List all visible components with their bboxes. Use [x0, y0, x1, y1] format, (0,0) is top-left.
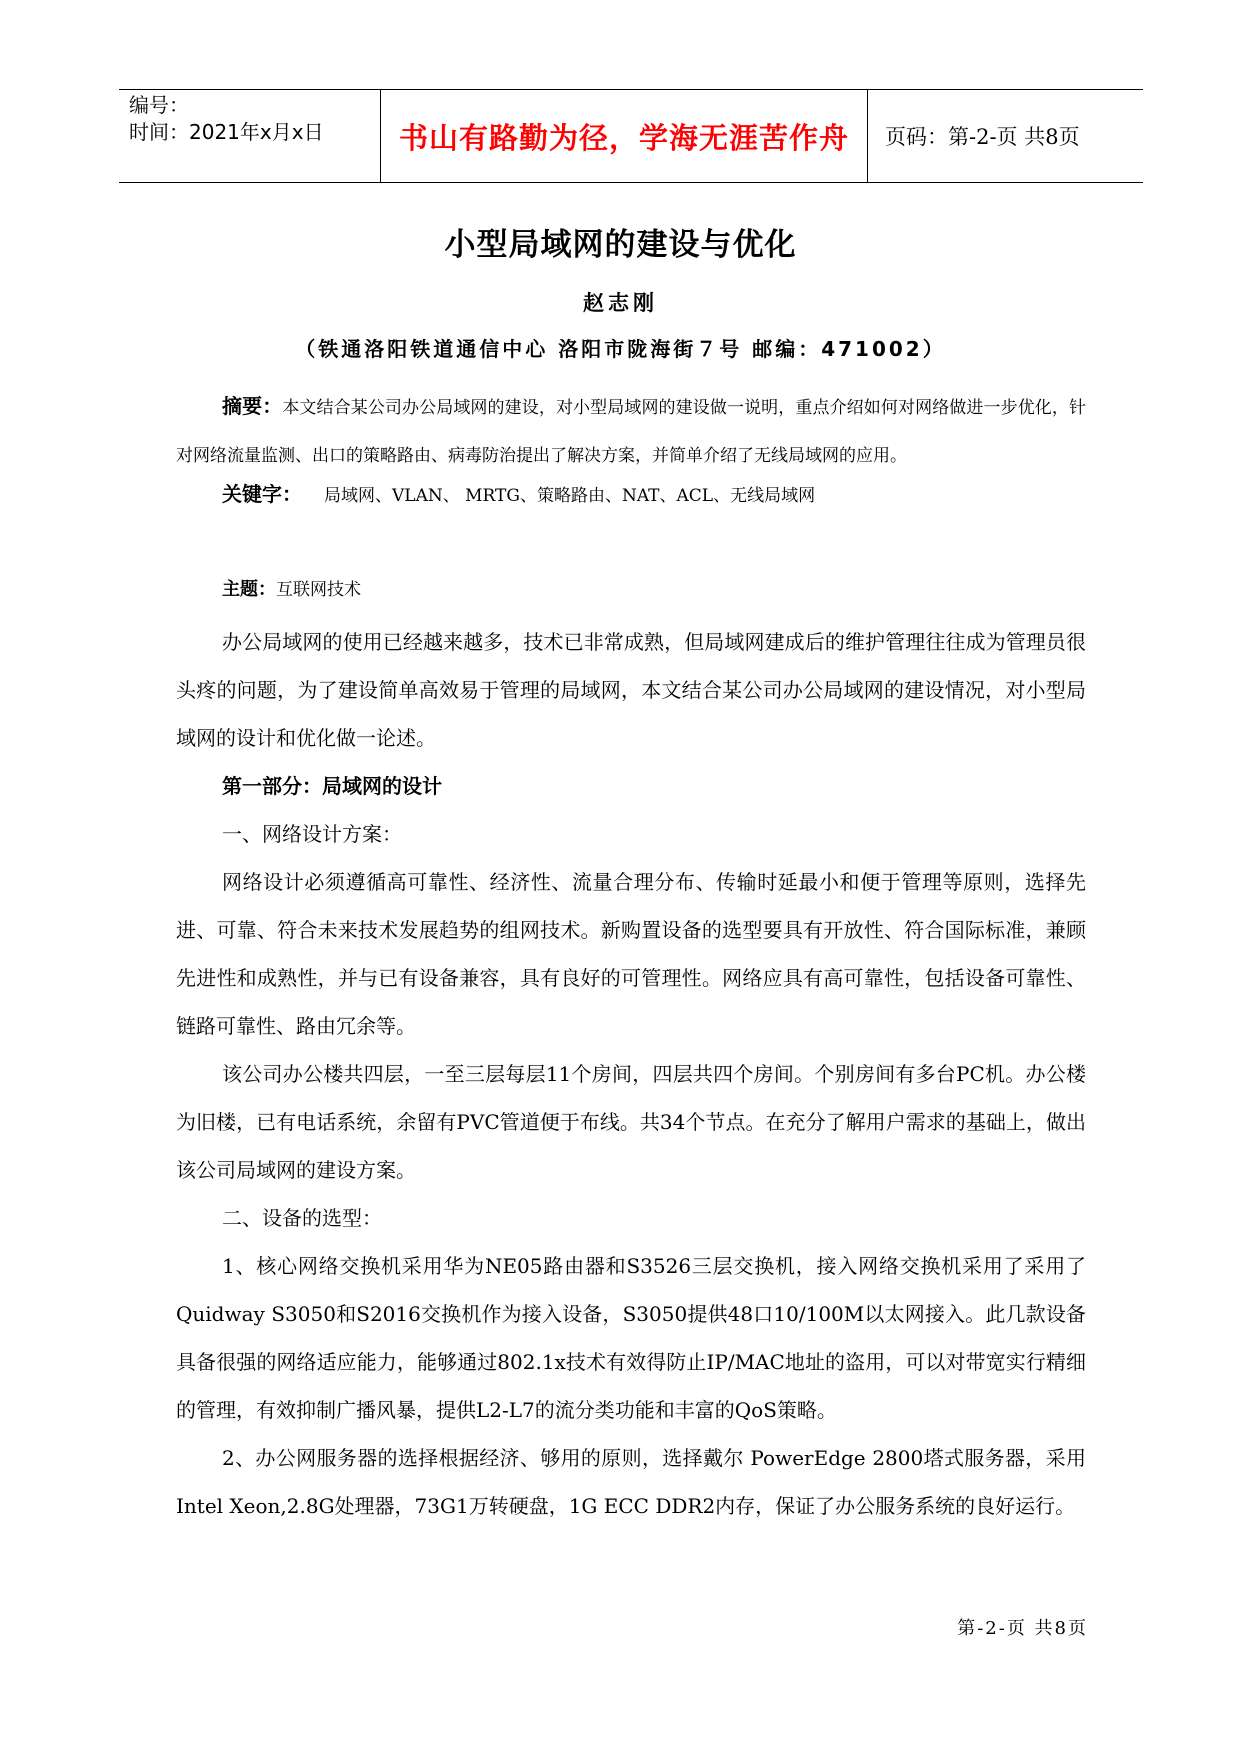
abstract-label: 摘要： — [222, 394, 283, 418]
keywords-text: 局域网、VLAN、 MRTG、策略路由、NAT、ACL、无线局域网 — [324, 486, 816, 506]
header-meta — [129, 92, 379, 146]
header-motto: 书山有路勤为径，学海无涯苦作舟 — [398, 120, 849, 155]
abstract-text: 本文结合某公司办公局域网的建设，对小型局域网的建设做一说明，重点介绍如何对网络做进一步优化，针对网络流量监测、出口的策略路由、病毒防治提出了解决方案，并简单介绍了无线局域网的应用。 — [176, 398, 1087, 466]
section2-paragraph-2: 2、办公网服务器的选择根据经济、够用的原则，选择戴尔 PowerEdge 2800塔式服务器，采用Intel Xeon,2.8G处理器，73G1万转硬盘，1G ECC DDR2内存，保证了办公服务系统的良好运行。 — [176, 1446, 1086, 1518]
paper-title: 小型局域网的建设与优化 — [444, 227, 797, 263]
intro-paragraph: 办公局域网的使用已经越来越多，技术已非常成熟，但局域网建成后的维护管理往往成为管理员很头疼的问题，为了建设简单高效易于管理的局域网，本文结合某公司办公局域网的建设情况，对小型局域网的设计和优化做一论述。 — [176, 630, 1086, 750]
page-footer: 第-2-页 共8页 — [957, 1618, 1088, 1639]
keywords — [222, 478, 1092, 512]
subject-label: 主题： — [222, 579, 276, 600]
subject — [222, 574, 1092, 606]
header-divider — [867, 90, 868, 182]
header-table — [119, 89, 1143, 183]
keywords-label: 关键字： — [222, 482, 302, 506]
section2-heading: 二、设备的选型： — [222, 1206, 382, 1230]
paper-body — [176, 618, 1086, 1530]
section1-paragraph-2: 该公司办公楼共四层，一至三层每层11个房间，四层共四个房间。个别房间有多台PC机。办公楼为旧楼，已有电话系统，余留有PVC管道便于布线。共34个节点。在充分了解用户需求的基础上，做出该公司局域网的建设方案。 — [176, 1062, 1086, 1182]
section1-paragraph-1: 网络设计必须遵循高可靠性、经济性、流量合理分布、传输时延最小和便于管理等原则，选择先进、可靠、符合未来技术发展趋势的组网技术。新购置设备的选型要具有开放性、符合国际标准，兼顾先进性和成熟性，并与已有设备兼容，具有良好的可管理性。网络应具有高可靠性，包括设备可靠性、链路可靠性、路由冗余等。 — [176, 870, 1086, 1038]
paper-author: 赵志刚 — [583, 291, 658, 315]
section2-paragraph-1: 1、核心网络交换机采用华为NE05路由器和S3526三层交换机，接入网络交换机采用了采用了Quidway S3050和S2016交换机作为接入设备，S3050提供48口10/100M以太网接入。此几款设备具备很强的网络适应能力，能够通过802.1x技术有效得防止IP/MAC地址的盗用，可以对带宽实行精细的管理，有效抑制广播风暴，提供L2-L7的流分类功能和丰富的QoS策略。 — [176, 1254, 1086, 1422]
header-page-text: 页码：第-2-页 共8页 — [885, 125, 1080, 149]
paper-affiliation: （铁通洛阳铁道通信中心 洛阳市陇海街７号 邮编：471002） — [295, 337, 946, 361]
document-time: 时间：2021年x月x日 — [129, 120, 324, 144]
document-number-label: 编号： — [129, 93, 189, 117]
header-page-info — [875, 90, 1143, 182]
subject-text: 互联网技术 — [276, 580, 361, 600]
section1-heading: 一、网络设计方案： — [222, 822, 402, 846]
abstract — [176, 382, 1086, 480]
part1-heading: 第一部分：局域网的设计 — [222, 774, 442, 798]
